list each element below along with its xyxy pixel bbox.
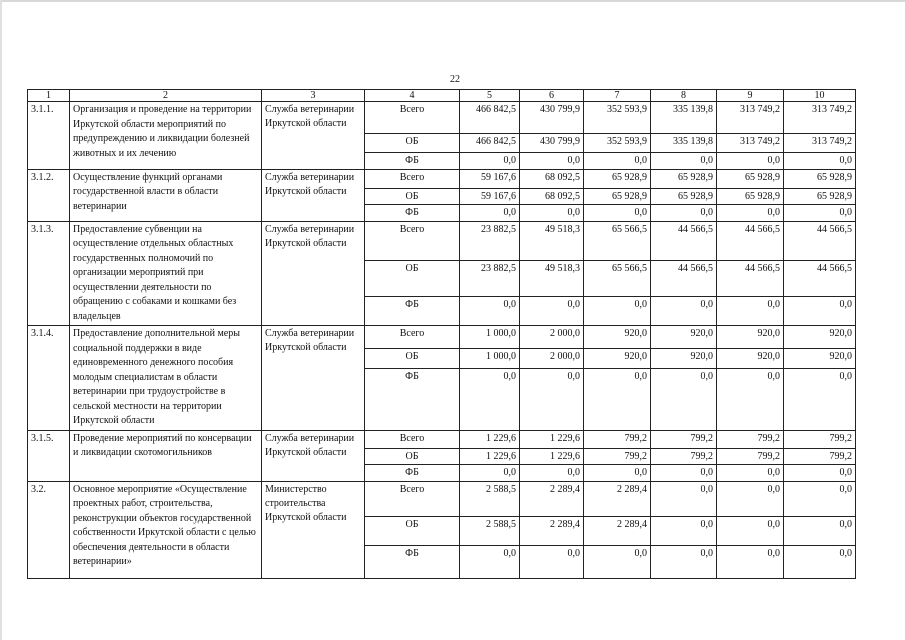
funding-source: ФБ xyxy=(365,205,460,222)
table-row xyxy=(28,102,856,134)
amount-cell: 920,0 xyxy=(784,326,856,349)
amount-cell: 0,0 xyxy=(717,297,784,326)
amount-cell: 2 000,0 xyxy=(520,349,584,368)
funding-source: ФБ xyxy=(365,465,460,482)
amount-cell: 0,0 xyxy=(520,297,584,326)
amount-cell: 0,0 xyxy=(520,465,584,482)
amount-cell: 313 749,2 xyxy=(717,134,784,153)
amount-cell: 0,0 xyxy=(460,545,520,578)
amount-cell: 44 566,5 xyxy=(784,221,856,260)
item-code: 3.1.4. xyxy=(28,326,70,431)
amount-cell: 0,0 xyxy=(717,153,784,170)
page-number: 22 xyxy=(450,74,460,85)
item-code: 3.2. xyxy=(28,481,70,578)
amount-cell: 920,0 xyxy=(717,326,784,349)
amount-cell: 44 566,5 xyxy=(784,260,856,296)
amount-cell: 0,0 xyxy=(584,465,651,482)
responsible-executor: Служба ветеринарии Иркутской области xyxy=(262,326,365,431)
amount-cell: 68 092,5 xyxy=(520,169,584,188)
funding-source: ФБ xyxy=(365,153,460,170)
amount-cell: 352 593,9 xyxy=(584,134,651,153)
amount-cell: 2 588,5 xyxy=(460,481,520,516)
amount-cell: 23 882,5 xyxy=(460,260,520,296)
column-number: 2 xyxy=(70,90,262,102)
amount-cell: 0,0 xyxy=(460,465,520,482)
column-number: 3 xyxy=(262,90,365,102)
amount-cell: 65 928,9 xyxy=(584,188,651,205)
item-code: 3.1.3. xyxy=(28,221,70,326)
column-number: 1 xyxy=(28,90,70,102)
scan-edge xyxy=(0,0,2,640)
item-name: Основное мероприятие «Осуществление проектных работ, строительства, реконструкции объектов государственной собственности Иркутской области с целью обеспечения деятельности в области ветеринарии» xyxy=(70,481,262,578)
amount-cell: 430 799,9 xyxy=(520,134,584,153)
amount-cell: 920,0 xyxy=(584,349,651,368)
amount-cell: 65 928,9 xyxy=(784,169,856,188)
amount-cell: 0,0 xyxy=(784,516,856,545)
amount-cell: 466 842,5 xyxy=(460,102,520,134)
funding-source: ОБ xyxy=(365,516,460,545)
amount-cell: 0,0 xyxy=(784,368,856,430)
funding-source: ОБ xyxy=(365,349,460,368)
amount-cell: 0,0 xyxy=(520,368,584,430)
funding-source: ФБ xyxy=(365,297,460,326)
amount-cell: 0,0 xyxy=(784,205,856,222)
amount-cell: 0,0 xyxy=(651,481,717,516)
responsible-executor: Министерство строительства Иркутской области xyxy=(262,481,365,578)
amount-cell: 0,0 xyxy=(784,465,856,482)
item-code: 3.1.5. xyxy=(28,430,70,481)
amount-cell: 0,0 xyxy=(584,545,651,578)
amount-cell: 59 167,6 xyxy=(460,188,520,205)
amount-cell: 44 566,5 xyxy=(717,221,784,260)
funding-source: Всего xyxy=(365,326,460,349)
item-name: Проведение мероприятий по консервации и ликвидации скотомогильников xyxy=(70,430,262,481)
amount-cell: 799,2 xyxy=(717,430,784,448)
table-row xyxy=(28,481,856,516)
amount-cell: 0,0 xyxy=(784,481,856,516)
column-number: 7 xyxy=(584,90,651,102)
amount-cell: 2 289,4 xyxy=(520,481,584,516)
amount-cell: 0,0 xyxy=(651,205,717,222)
table-row xyxy=(28,169,856,188)
amount-cell: 430 799,9 xyxy=(520,102,584,134)
item-name: Осуществление функций органами государственной власти в области ветеринарии xyxy=(70,169,262,221)
amount-cell: 0,0 xyxy=(460,205,520,222)
item-name: Предоставление дополнительной меры социальной поддержки в виде единовременного денежного пособия молодым специалистам в области ветеринарии при трудоустройстве в сельской местности на территории Иркутской области xyxy=(70,326,262,431)
column-number: 6 xyxy=(520,90,584,102)
amount-cell: 2 289,4 xyxy=(584,481,651,516)
amount-cell: 0,0 xyxy=(784,297,856,326)
amount-cell: 65 928,9 xyxy=(651,169,717,188)
column-number: 8 xyxy=(651,90,717,102)
table-row xyxy=(28,221,856,260)
amount-cell: 799,2 xyxy=(784,430,856,448)
item-code: 3.1.2. xyxy=(28,169,70,221)
funding-source: Всего xyxy=(365,221,460,260)
table-row xyxy=(28,326,856,349)
column-number: 10 xyxy=(784,90,856,102)
funding-source: Всего xyxy=(365,169,460,188)
column-number: 4 xyxy=(365,90,460,102)
amount-cell: 466 842,5 xyxy=(460,134,520,153)
amount-cell: 1 229,6 xyxy=(520,448,584,465)
amount-cell: 799,2 xyxy=(784,448,856,465)
amount-cell: 0,0 xyxy=(584,297,651,326)
amount-cell: 44 566,5 xyxy=(651,260,717,296)
item-name: Предоставление субвенции на осуществление отдельных областных государственных полномочий по организации мероприятий при осуществлении деятельности по обращению с собаками и кошками без владельцев xyxy=(70,221,262,326)
amount-cell: 0,0 xyxy=(520,153,584,170)
amount-cell: 0,0 xyxy=(520,545,584,578)
amount-cell: 65 566,5 xyxy=(584,260,651,296)
amount-cell: 2 588,5 xyxy=(460,516,520,545)
amount-cell: 335 139,8 xyxy=(651,134,717,153)
funding-source: Всего xyxy=(365,481,460,516)
amount-cell: 920,0 xyxy=(651,326,717,349)
amount-cell: 0,0 xyxy=(651,465,717,482)
amount-cell: 49 518,3 xyxy=(520,221,584,260)
column-number: 9 xyxy=(717,90,784,102)
amount-cell: 0,0 xyxy=(651,516,717,545)
item-name: Организация и проведение на территории Иркутской области мероприятий по предупреждению и ликвидации болезней животных и их лечению xyxy=(70,102,262,170)
amount-cell: 0,0 xyxy=(651,368,717,430)
amount-cell: 1 229,6 xyxy=(520,430,584,448)
amount-cell: 65 566,5 xyxy=(584,221,651,260)
amount-cell: 65 928,9 xyxy=(784,188,856,205)
funding-source: ФБ xyxy=(365,368,460,430)
amount-cell: 799,2 xyxy=(717,448,784,465)
amount-cell: 799,2 xyxy=(584,430,651,448)
funding-source: ОБ xyxy=(365,448,460,465)
responsible-executor: Служба ветеринарии Иркутской области xyxy=(262,102,365,170)
funding-source: ОБ xyxy=(365,134,460,153)
amount-cell: 799,2 xyxy=(584,448,651,465)
amount-cell: 65 928,9 xyxy=(717,169,784,188)
amount-cell: 335 139,8 xyxy=(651,102,717,134)
amount-cell: 352 593,9 xyxy=(584,102,651,134)
amount-cell: 1 229,6 xyxy=(460,430,520,448)
funding-source: ОБ xyxy=(365,260,460,296)
scan-edge xyxy=(0,0,905,2)
amount-cell: 0,0 xyxy=(460,297,520,326)
responsible-executor: Служба ветеринарии Иркутской области xyxy=(262,169,365,221)
amount-cell: 65 928,9 xyxy=(651,188,717,205)
amount-cell: 0,0 xyxy=(584,153,651,170)
responsible-executor: Служба ветеринарии Иркутской области xyxy=(262,430,365,481)
amount-cell: 799,2 xyxy=(651,430,717,448)
amount-cell: 313 749,2 xyxy=(784,102,856,134)
amount-cell: 49 518,3 xyxy=(520,260,584,296)
amount-cell: 65 928,9 xyxy=(717,188,784,205)
amount-cell: 0,0 xyxy=(717,205,784,222)
column-number: 5 xyxy=(460,90,520,102)
amount-cell: 0,0 xyxy=(717,545,784,578)
amount-cell: 0,0 xyxy=(784,545,856,578)
amount-cell: 920,0 xyxy=(584,326,651,349)
amount-cell: 0,0 xyxy=(784,153,856,170)
header-row xyxy=(28,90,856,102)
table-row xyxy=(28,430,856,448)
amount-cell: 0,0 xyxy=(651,297,717,326)
amount-cell: 0,0 xyxy=(717,516,784,545)
amount-cell: 0,0 xyxy=(717,465,784,482)
funding-source: ФБ xyxy=(365,545,460,578)
budget-table xyxy=(27,89,856,579)
amount-cell: 0,0 xyxy=(651,545,717,578)
amount-cell: 0,0 xyxy=(651,153,717,170)
amount-cell: 313 749,2 xyxy=(784,134,856,153)
amount-cell: 920,0 xyxy=(784,349,856,368)
amount-cell: 799,2 xyxy=(651,448,717,465)
amount-cell: 44 566,5 xyxy=(651,221,717,260)
item-code: 3.1.1. xyxy=(28,102,70,170)
funding-source: Всего xyxy=(365,430,460,448)
amount-cell: 0,0 xyxy=(460,153,520,170)
amount-cell: 2 000,0 xyxy=(520,326,584,349)
amount-cell: 2 289,4 xyxy=(520,516,584,545)
amount-cell: 920,0 xyxy=(717,349,784,368)
amount-cell: 0,0 xyxy=(717,368,784,430)
amount-cell: 2 289,4 xyxy=(584,516,651,545)
funding-source: ОБ xyxy=(365,188,460,205)
amount-cell: 65 928,9 xyxy=(584,169,651,188)
table-body xyxy=(28,102,856,579)
amount-cell: 0,0 xyxy=(717,481,784,516)
amount-cell: 0,0 xyxy=(584,368,651,430)
amount-cell: 68 092,5 xyxy=(520,188,584,205)
amount-cell: 920,0 xyxy=(651,349,717,368)
amount-cell: 1 000,0 xyxy=(460,349,520,368)
amount-cell: 0,0 xyxy=(584,205,651,222)
responsible-executor: Служба ветеринарии Иркутской области xyxy=(262,221,365,326)
funding-source: Всего xyxy=(365,102,460,134)
amount-cell: 44 566,5 xyxy=(717,260,784,296)
amount-cell: 59 167,6 xyxy=(460,169,520,188)
amount-cell: 313 749,2 xyxy=(717,102,784,134)
amount-cell: 1 000,0 xyxy=(460,326,520,349)
amount-cell: 0,0 xyxy=(460,368,520,430)
amount-cell: 23 882,5 xyxy=(460,221,520,260)
amount-cell: 1 229,6 xyxy=(460,448,520,465)
amount-cell: 0,0 xyxy=(520,205,584,222)
